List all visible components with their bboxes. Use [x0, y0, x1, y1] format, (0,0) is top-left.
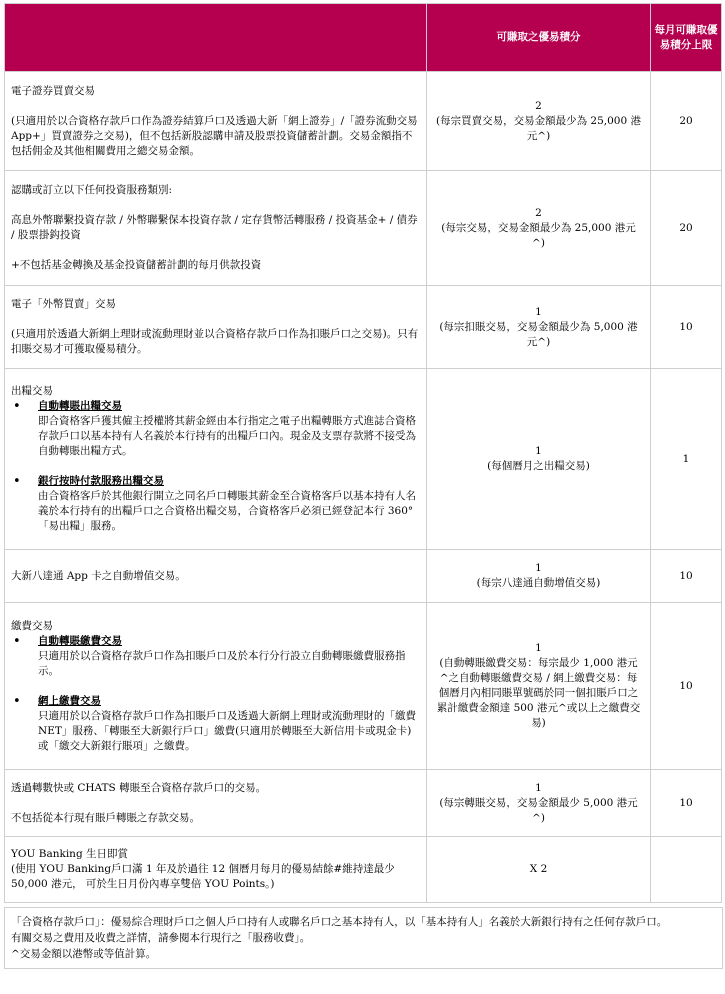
points-table	[4, 3, 722, 903]
points-cell	[427, 72, 651, 171]
points-note: (每宗八達通自動增值交易)	[476, 577, 601, 589]
bullet-list	[11, 399, 420, 534]
table-row	[5, 369, 722, 550]
header-blank-cell	[5, 4, 427, 72]
bullet-head: • 網上繳費交易	[38, 694, 101, 707]
cap-cell: 10	[651, 286, 722, 369]
transaction-cell	[5, 550, 427, 603]
row-title: 出糧交易	[11, 385, 53, 397]
points-note: (每宗交易，交易金額最少為 25,000 港元^)	[441, 221, 636, 249]
cap-cell	[651, 837, 722, 903]
table-row	[5, 603, 722, 770]
points-value: 2	[535, 99, 542, 112]
table-row	[5, 286, 722, 369]
bullet-head: • 銀行按時付款服務出糧交易	[38, 475, 164, 487]
bullet-list	[11, 634, 420, 754]
row-title: 電子「外幣買賣」交易	[11, 298, 116, 310]
points-note: (每宗轉賬交易，交易金額最少 5,000 港元^)	[439, 796, 638, 824]
row-note: +不包括基金轉換及基金投資儲蓄計劃的每月供款投資	[11, 259, 262, 271]
transaction-cell	[5, 72, 427, 171]
points-value: 2	[535, 206, 542, 219]
points-cell	[427, 286, 651, 369]
row-desc: 高息外幣聯繫投資存款 / 外幣聯繫保本投資存款 / 定存貨幣活轉服務 / 投資基金+ / 債券 / 股票掛鈎投資	[11, 214, 418, 241]
table-row	[5, 550, 722, 603]
points-value: 1	[535, 305, 542, 318]
points-value: 1	[535, 445, 542, 457]
row-title: 認購或訂立以下任何投資服務類別:	[11, 184, 173, 196]
cap-cell: 10	[651, 770, 722, 837]
points-cell	[427, 171, 651, 286]
transaction-cell	[5, 369, 427, 550]
table-row	[5, 837, 722, 903]
row-desc: (只適用於透過大新網上理財或流動理財並以合資格存款戶口作為扣賬戶口之交易)。只有扣賬交易才可獲取優易積分。	[11, 328, 419, 355]
transaction-cell	[5, 603, 427, 770]
bullet-text: 只適用於以合資格存款戶口作為扣賬戶口及透過大新網上理財或流動理財的「繳費 NET」服務、「轉賬至大新銀行戶口」繳費(只適用於轉賬至大新信用卡或現金卡)或「繳交大新銀行賬項」之繳費。	[38, 709, 416, 752]
points-cell	[427, 550, 651, 603]
row-desc: (使用 YOU Banking戶口滿 1 年及於過往 12 個曆月每月的優易結餘#維持達最少 50,000 港元， 可於生日月份內專享雙倍 YOU Points。)	[11, 863, 395, 890]
cap-cell: 10	[651, 550, 722, 603]
cap-cell: 20	[651, 171, 722, 286]
bullet-text: 即合資格客戶獲其僱主授權將其薪金經由本行指定之電子出糧轉賬方式進誌合資格存款戶口以基本持有人名義於本行持有的出糧戶口內。現金及支票存款將不接受為自動轉賬出糧方式。	[38, 415, 416, 457]
points-value: 1	[535, 781, 542, 794]
row-title: 大新八達通 App 卡之自動增值交易。	[11, 569, 186, 582]
points-note: (每個曆月之出糧交易)	[487, 460, 590, 472]
transaction-cell	[5, 286, 427, 369]
transaction-cell	[5, 770, 427, 837]
points-note: (自動轉賬繳費交易：每宗最少 1,000 港元^之自動轉賬繳費交易 / 網上繳費交易：每個曆月內相同賬單號碼於同一個扣賬戶口之累計繳費金額達 500 港元^或以上之繳費交易)	[436, 657, 641, 729]
cap-cell: 10	[651, 603, 722, 770]
header-points: 可賺取之優易積分	[427, 4, 651, 72]
header-cap: 每月可賺取優易積分上限	[651, 4, 722, 72]
points-cell	[427, 603, 651, 770]
row-title: 電子證券買賣交易	[11, 84, 95, 97]
list-item	[11, 634, 420, 679]
list-item	[11, 694, 420, 754]
points-value: 1	[535, 642, 542, 654]
table-row	[5, 770, 722, 837]
points-note: (每宗買賣交易，交易金額最少為 25,000 港元^)	[435, 114, 641, 142]
points-cell	[427, 369, 651, 550]
row-title: 透過轉數快或 CHATS 轉賬至合資格存款戶口的交易。	[11, 781, 267, 794]
points-note: (每宗扣賬交易，交易金額最少為 5,000 港元^)	[439, 320, 638, 348]
footnote: ^交易金額以港幣或等值計算。	[11, 948, 157, 960]
row-title: YOU Banking 生日即賞	[11, 848, 129, 860]
table-header-row	[5, 4, 722, 72]
points-value: 1	[535, 562, 542, 574]
points-cell	[427, 770, 651, 837]
bullet-text: 只適用於以合資格存款戶口作為扣賬戶口及於本行分行設立自動轉賬繳費服務指示。	[38, 649, 406, 677]
transaction-cell	[5, 171, 427, 286]
footnote: 有關交易之費用及收費之詳情，請參閱本行現行之「服務收費」。	[11, 932, 311, 944]
row-desc: 不包括從本行現有賬戶轉賬之存款交易。	[11, 811, 200, 824]
list-item	[11, 474, 420, 534]
table-row	[5, 72, 722, 171]
footnote: 「合資格存款戶口」：優易綜合理財戶口之個人戶口持有人或聯名戶口之基本持有人，以「基本持有人」名義於大新銀行持有之任何存款戶口。	[11, 916, 668, 928]
table-row	[5, 171, 722, 286]
bullet-head: • 自動轉賬出糧交易	[38, 400, 122, 412]
list-item	[11, 399, 420, 459]
footnotes	[4, 907, 723, 969]
row-title: 繳費交易	[11, 619, 53, 632]
points-value: X 2	[529, 863, 548, 875]
points-cell	[427, 837, 651, 903]
cap-cell: 20	[651, 72, 722, 171]
transaction-cell	[5, 837, 427, 903]
cap-cell: 1	[651, 369, 722, 550]
bullet-head: • 自動轉賬繳費交易	[38, 634, 122, 647]
bullet-text: 由合資格客戶於其他銀行開立之同名戶口轉賬其薪金至合資格客戶以基本持有人名義於本行持有的出糧戶口之合資格出糧交易，合資格客戶必須已經登記本行 360°「易出糧」服務。	[38, 490, 416, 532]
row-desc: (只適用於以合資格存款戶口作為證券結算戶口及透過大新「網上證券」/「證券流動交易 App+」買賣證券之交易)，但不包括新股認購申請及股票投資儲蓄計劃。交易金額指不包括佣金及其他相關費用之總交易金額。	[11, 114, 418, 157]
